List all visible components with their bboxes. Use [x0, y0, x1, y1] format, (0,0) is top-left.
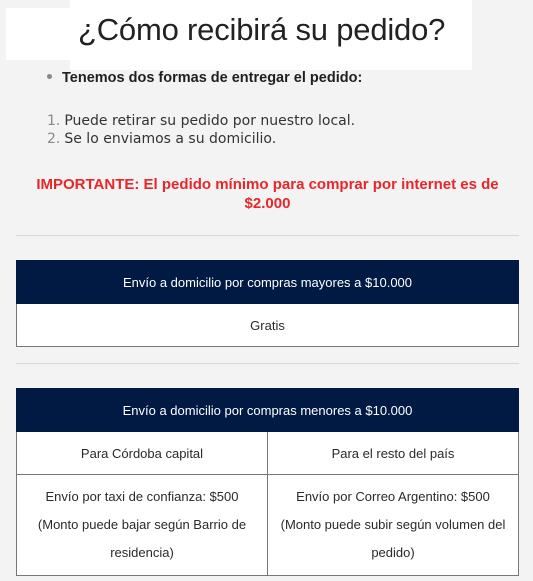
- delivery-options-list: [47, 112, 355, 148]
- list-item-text: Puede retirar su pedido por nuestro local.: [64, 113, 356, 129]
- notice-line-2: $2.000: [244, 195, 291, 212]
- minimum-order-notice: [20, 175, 515, 213]
- column-cordoba-capital: Para Córdoba capital: [17, 432, 268, 475]
- cordoba-shipping-line: residencia): [110, 545, 174, 560]
- national-shipping-line: pedido): [371, 545, 415, 560]
- divider: [16, 235, 519, 236]
- notice-line-1: IMPORTANTE: El pedido mínimo para comprar por internet es de: [36, 176, 499, 193]
- column-resto-del-pais: Para el resto del país: [268, 432, 519, 475]
- list-item-text: Se lo enviamos a su domicilio.: [64, 131, 277, 147]
- list-item: [47, 130, 355, 148]
- list-item-number: 2.: [47, 131, 61, 147]
- divider: [16, 363, 519, 364]
- delivery-intro-bullet: [47, 70, 362, 86]
- delivery-intro-text: Tenemos dos formas de entregar el pedido:: [62, 70, 363, 86]
- table-header: Envío a domicilio por compras mayores a $10.000: [17, 261, 519, 304]
- national-shipping-line: Envío por Correo Argentino: $500: [296, 489, 490, 504]
- cordoba-shipping-cell: [17, 475, 268, 576]
- title-area: [0, 0, 533, 70]
- cordoba-shipping-line: (Monto puede bajar según Barrio de: [37, 517, 247, 532]
- table-header: Envío a domicilio por compras menores a $10.000: [17, 389, 519, 432]
- list-item-number: 1.: [47, 113, 61, 129]
- bullet-dot-icon: [47, 74, 52, 79]
- cordoba-shipping-line: Envío por taxi de confianza: $500: [45, 489, 239, 504]
- national-shipping-cell: [268, 475, 519, 576]
- free-shipping-value: Gratis: [17, 304, 519, 347]
- national-shipping-line: (Monto puede subir según volumen del: [280, 517, 506, 532]
- list-item: [47, 112, 355, 130]
- paid-shipping-table: [16, 388, 519, 576]
- page-title: ¿Cómo recibirá su pedido?: [78, 12, 446, 47]
- title-white-block: [6, 8, 70, 60]
- free-shipping-table: [16, 260, 519, 347]
